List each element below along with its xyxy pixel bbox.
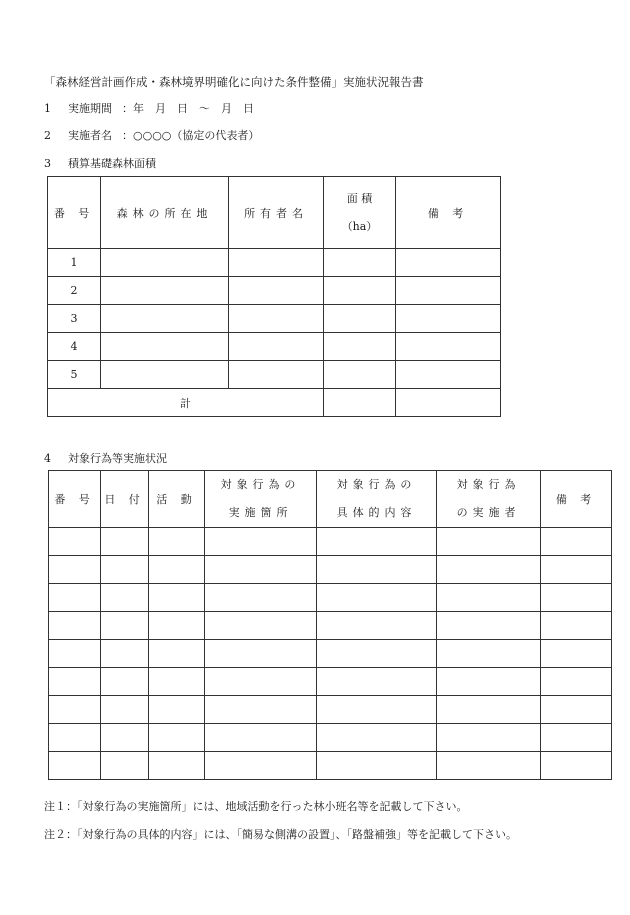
cell-executor[interactable]: [437, 640, 541, 668]
cell-content[interactable]: [317, 724, 437, 752]
cell-executor[interactable]: [437, 752, 541, 780]
cell-content[interactable]: [317, 640, 437, 668]
section-number: 3: [44, 157, 51, 170]
section-number: 4: [44, 452, 51, 465]
table-row: [49, 752, 612, 780]
cell-date[interactable]: [101, 584, 149, 612]
section-number: 2: [44, 129, 51, 142]
table-row: [49, 528, 612, 556]
table-row: [49, 668, 612, 696]
section-implementer: [44, 127, 259, 143]
cell-date[interactable]: [101, 724, 149, 752]
document-title: 「森林経営計画作成・森林境界明確化に向けた条件整備」実施状況報告書: [44, 75, 424, 89]
activity-table-body: [49, 528, 612, 780]
row-number: 4: [48, 333, 101, 361]
cell-area[interactable]: [324, 305, 396, 333]
cell-date[interactable]: [101, 556, 149, 584]
cell-activity[interactable]: [149, 528, 205, 556]
cell-area[interactable]: [324, 333, 396, 361]
total-label: 計: [48, 389, 324, 417]
table-row: [49, 724, 612, 752]
cell-activity[interactable]: [149, 724, 205, 752]
table-row: [48, 249, 501, 277]
cell-content[interactable]: [317, 528, 437, 556]
cell-place[interactable]: [205, 752, 317, 780]
header-number: 番 号: [48, 177, 101, 249]
cell-number[interactable]: [49, 724, 101, 752]
cell-remarks[interactable]: [396, 249, 501, 277]
header-date: 日 付: [101, 471, 149, 528]
cell-owner[interactable]: [229, 277, 324, 305]
table-row: [49, 640, 612, 668]
cell-executor[interactable]: [437, 668, 541, 696]
cell-location[interactable]: [101, 361, 229, 389]
cell-date[interactable]: [101, 696, 149, 724]
cell-place[interactable]: [205, 696, 317, 724]
cell-place[interactable]: [205, 556, 317, 584]
cell-executor[interactable]: [437, 724, 541, 752]
section-activity-status: [44, 450, 167, 466]
section-label: 積算基礎森林面積: [68, 157, 156, 170]
cell-total-remarks[interactable]: [396, 389, 501, 417]
cell-area[interactable]: [324, 249, 396, 277]
cell-executor[interactable]: [437, 528, 541, 556]
cell-owner[interactable]: [229, 305, 324, 333]
header-number: 番 号: [49, 471, 101, 528]
cell-number[interactable]: [49, 612, 101, 640]
header-executor: 対象行為 の実施者: [437, 471, 541, 528]
activity-status-table: [48, 470, 612, 780]
table-row: [49, 612, 612, 640]
cell-number[interactable]: [49, 696, 101, 724]
cell-activity[interactable]: [149, 584, 205, 612]
cell-number[interactable]: [49, 584, 101, 612]
table-total-row: [48, 389, 501, 417]
forest-area-table: [47, 176, 501, 417]
cell-place[interactable]: [205, 528, 317, 556]
header-place: 対象行為の 実施箇所: [205, 471, 317, 528]
table-row: [49, 556, 612, 584]
cell-remarks[interactable]: [541, 584, 612, 612]
table-row: [48, 305, 501, 333]
cell-date[interactable]: [101, 528, 149, 556]
table-row: [49, 584, 612, 612]
cell-place[interactable]: [205, 724, 317, 752]
cell-remarks[interactable]: [396, 305, 501, 333]
implementer-value: ：○○○○（協定の代表者）: [122, 129, 260, 142]
section-number: 1: [44, 102, 51, 115]
cell-place[interactable]: [205, 612, 317, 640]
cell-location[interactable]: [101, 333, 229, 361]
cell-number[interactable]: [49, 640, 101, 668]
cell-remarks[interactable]: [541, 668, 612, 696]
cell-remarks[interactable]: [541, 752, 612, 780]
cell-remarks[interactable]: [396, 333, 501, 361]
cell-executor[interactable]: [437, 556, 541, 584]
cell-content[interactable]: [317, 668, 437, 696]
cell-remarks[interactable]: [541, 612, 612, 640]
cell-place[interactable]: [205, 668, 317, 696]
cell-number[interactable]: [49, 668, 101, 696]
cell-number[interactable]: [49, 752, 101, 780]
header-location: 森林の所在地: [101, 177, 229, 249]
cell-owner[interactable]: [229, 249, 324, 277]
cell-executor[interactable]: [437, 584, 541, 612]
cell-owner[interactable]: [229, 333, 324, 361]
section-label: 実施者名: [68, 129, 112, 142]
cell-remarks[interactable]: [396, 361, 501, 389]
cell-date[interactable]: [101, 640, 149, 668]
cell-remarks[interactable]: [541, 724, 612, 752]
cell-activity[interactable]: [149, 612, 205, 640]
table-header-row: [48, 177, 501, 249]
row-number: 2: [48, 277, 101, 305]
cell-remarks[interactable]: [541, 696, 612, 724]
section-label: 対象行為等実施状況: [68, 452, 167, 465]
cell-activity[interactable]: [149, 640, 205, 668]
cell-content[interactable]: [317, 556, 437, 584]
table-row: [48, 277, 501, 305]
cell-date[interactable]: [101, 612, 149, 640]
cell-location[interactable]: [101, 305, 229, 333]
cell-executor[interactable]: [437, 612, 541, 640]
header-remarks: 備 考: [541, 471, 612, 528]
cell-owner[interactable]: [229, 361, 324, 389]
cell-date[interactable]: [101, 752, 149, 780]
table-header-row: [49, 471, 612, 528]
implementation-period-value: ：年 月 日 ～ 月 日: [122, 102, 254, 115]
table-row: [48, 333, 501, 361]
header-content: 対象行為の 具体的内容: [317, 471, 437, 528]
cell-remarks[interactable]: [541, 556, 612, 584]
cell-place[interactable]: [205, 584, 317, 612]
cell-location[interactable]: [101, 277, 229, 305]
cell-content[interactable]: [317, 612, 437, 640]
table-row: [48, 361, 501, 389]
cell-number[interactable]: [49, 556, 101, 584]
cell-place[interactable]: [205, 640, 317, 668]
cell-location[interactable]: [101, 249, 229, 277]
cell-date[interactable]: [101, 668, 149, 696]
cell-remarks[interactable]: [541, 640, 612, 668]
row-number: 3: [48, 305, 101, 333]
cell-area[interactable]: [324, 361, 396, 389]
section-label: 実施期間: [68, 102, 112, 115]
cell-content[interactable]: [317, 696, 437, 724]
cell-remarks[interactable]: [396, 277, 501, 305]
cell-remarks[interactable]: [541, 528, 612, 556]
note-2: 注２：「対象行為の具体的内容」には、「簡易な側溝の設置」、「路盤補強」等を記載して下さい。: [44, 828, 517, 841]
cell-total-area[interactable]: [324, 389, 396, 417]
header-remarks: 備 考: [396, 177, 501, 249]
cell-activity[interactable]: [149, 752, 205, 780]
cell-number[interactable]: [49, 528, 101, 556]
table-row: [49, 696, 612, 724]
note-1: 注１：「対象行為の実施箇所」には、地域活動を行った林小班名等を記載して下さい。: [44, 800, 468, 813]
cell-content[interactable]: [317, 584, 437, 612]
section-forest-area: [44, 155, 156, 171]
row-number: 1: [48, 249, 101, 277]
cell-activity[interactable]: [149, 556, 205, 584]
header-activity: 活 動: [149, 471, 205, 528]
cell-area[interactable]: [324, 277, 396, 305]
cell-activity[interactable]: [149, 668, 205, 696]
cell-content[interactable]: [317, 752, 437, 780]
cell-activity[interactable]: [149, 696, 205, 724]
row-number: 5: [48, 361, 101, 389]
header-owner: 所有者名: [229, 177, 324, 249]
section-implementation-period: [44, 100, 254, 116]
cell-executor[interactable]: [437, 696, 541, 724]
header-area: 面 積 （ha）: [324, 177, 396, 249]
